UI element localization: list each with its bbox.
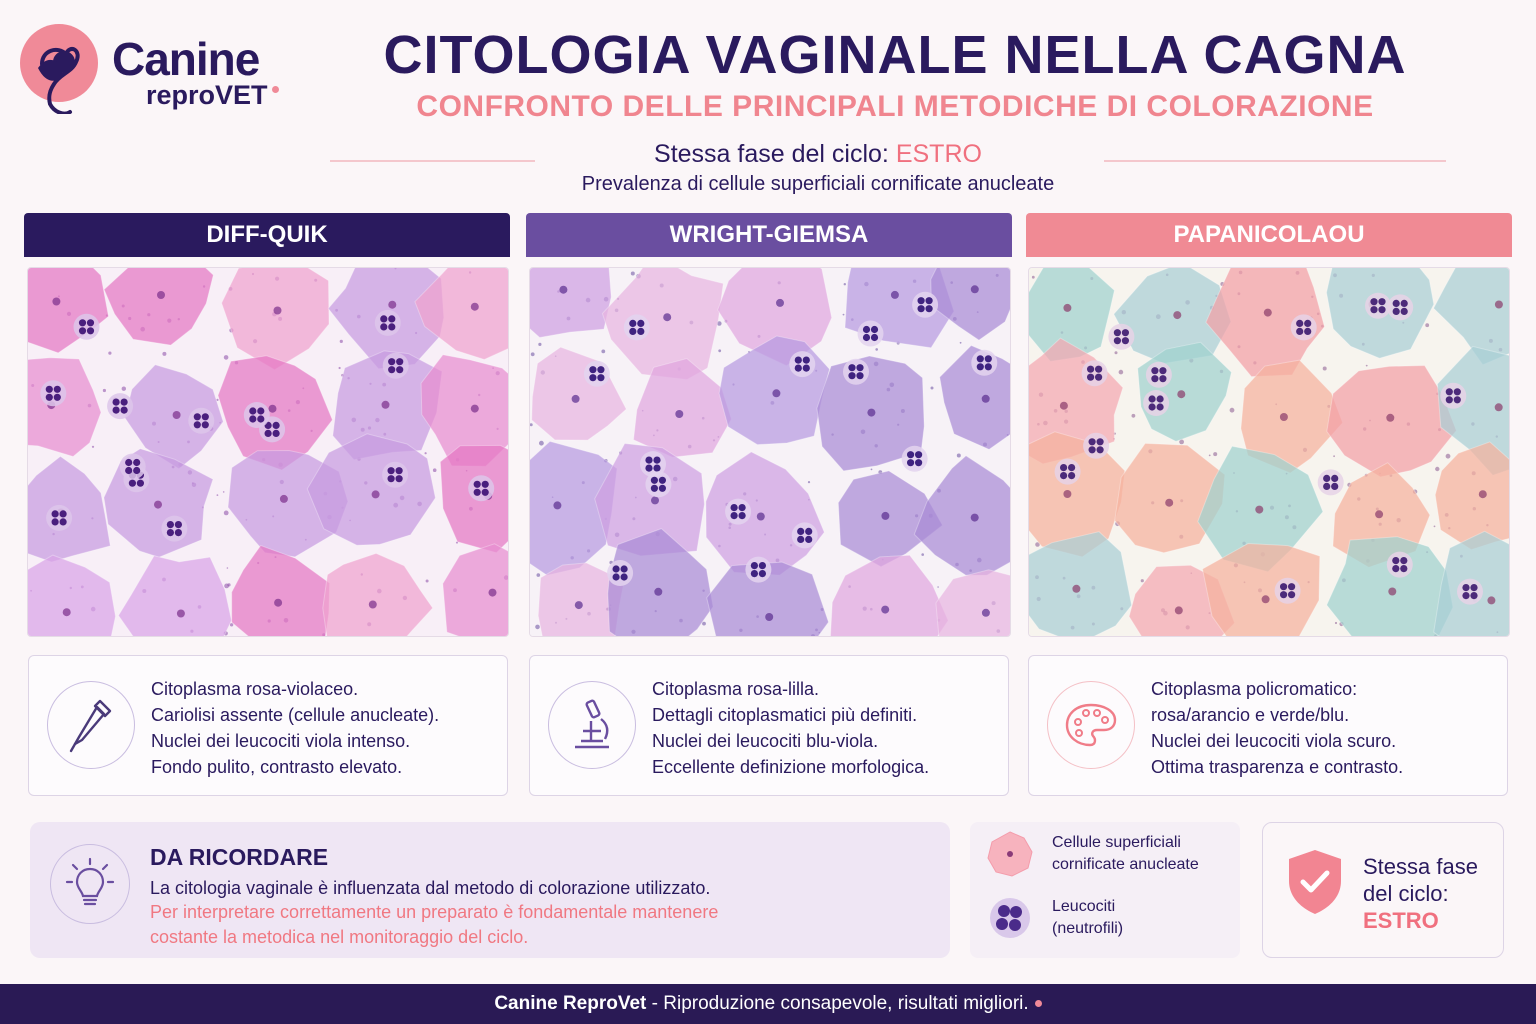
description-papanicolaou — [1028, 655, 1508, 796]
cell-center — [173, 411, 181, 419]
cell-center — [382, 401, 390, 409]
debris-speck — [1335, 622, 1337, 624]
neutrophil — [107, 393, 133, 419]
debris-speck — [1032, 276, 1035, 279]
debris-speck — [718, 349, 721, 352]
debris-speck — [509, 351, 510, 354]
neutrophil — [789, 351, 815, 377]
description-lines: Citoplasma rosa-violaceo. Cariolisi assente (cellule anucleate). Nuclei dei leucociti viola intenso. Fondo pulito, contrasto elevato. — [151, 679, 440, 777]
debris-speck — [426, 580, 429, 583]
cell-center — [471, 303, 479, 311]
neutrophil — [1275, 578, 1301, 604]
debris-speck — [921, 553, 924, 556]
micrograph-wright-giemsa — [529, 267, 1011, 637]
lightbulb-icon — [50, 844, 130, 924]
debris-speck — [1119, 370, 1124, 375]
debris-speck — [1435, 467, 1439, 471]
shield-check-icon — [1285, 847, 1345, 922]
debris-speck — [1323, 367, 1327, 371]
footer: Canine ReproVet - Riproduzione consapevole, risultati migliori. — [0, 984, 1536, 1024]
microscope-icon — [548, 681, 636, 769]
debris-speck — [1333, 455, 1335, 457]
debris-speck — [931, 387, 934, 390]
cell-center — [1173, 311, 1181, 319]
cell-center — [982, 609, 990, 617]
cell-center — [572, 395, 580, 403]
squamous-cell-icon — [986, 830, 1034, 878]
debris-speck — [538, 343, 541, 346]
phase-heading: Stessa fase del ciclo: ESTRO — [654, 140, 982, 168]
cell-center — [471, 405, 479, 413]
cell-center — [651, 496, 659, 504]
debris-speck — [539, 441, 544, 446]
neutrophil — [843, 359, 869, 385]
debris-speck — [223, 491, 225, 493]
column-header-papanicolaou: PAPANICOLAOU — [1026, 213, 1512, 257]
neutrophil — [188, 408, 214, 434]
cell-center — [1375, 510, 1383, 518]
cell-center — [1487, 596, 1495, 604]
legend-item-cells: Cellule superficiali cornificate anucleate — [986, 830, 1199, 878]
debris-speck — [1209, 455, 1211, 457]
neutrophil — [1291, 314, 1317, 340]
cell-center — [663, 313, 671, 321]
debris-speck — [227, 567, 229, 569]
phase-description: Prevalenza di cellule superficiali cornificate anucleate — [581, 173, 1055, 195]
debris-speck — [808, 481, 810, 483]
debris-speck — [537, 573, 541, 577]
cell-center — [388, 301, 396, 309]
cell-center — [1177, 390, 1185, 398]
cell-center — [1175, 606, 1183, 614]
neutrophil — [1146, 362, 1172, 388]
brand-sub: reproVET — [146, 80, 279, 111]
logo-mark-icon — [20, 24, 98, 102]
description-wright-giemsa — [529, 655, 1009, 796]
debris-speck — [1366, 365, 1368, 367]
description-lines: Citoplasma policromatico: rosa/arancio e verde/blu. Nuclei dei leucociti viola scuro. Ottima trasparenza e contrasto. — [1151, 679, 1404, 777]
legend — [970, 822, 1240, 958]
debris-speck — [217, 494, 219, 496]
cell-center — [63, 608, 71, 616]
debris-speck — [92, 446, 94, 448]
cell-center — [971, 514, 979, 522]
neutrophil — [382, 462, 408, 488]
debris-speck — [1446, 454, 1451, 459]
neutrophil — [1318, 469, 1344, 495]
neutrophil — [912, 292, 938, 318]
cell-center — [1386, 414, 1394, 422]
neutrophil — [1440, 383, 1466, 409]
cell-center — [867, 409, 875, 417]
cell-center — [765, 613, 773, 621]
cell-center — [1063, 490, 1071, 498]
divider-right — [1104, 160, 1446, 162]
debris-speck — [224, 584, 229, 589]
cell-center — [1060, 402, 1068, 410]
neutrophil — [468, 475, 494, 501]
neutrophil — [858, 321, 884, 347]
micrograph-papanicolaou — [1028, 267, 1510, 637]
description-diff-quik — [28, 655, 508, 796]
phase-card-text: Stessa fase del ciclo: ESTRO — [1363, 854, 1478, 933]
debris-speck — [103, 389, 106, 392]
cell-center — [52, 298, 60, 306]
phase-card — [1262, 822, 1504, 958]
brand-name: Canine — [112, 33, 260, 85]
neutrophil — [40, 380, 66, 406]
neutrophil — [74, 314, 100, 340]
cell-center — [553, 501, 561, 509]
cell-center — [971, 285, 979, 293]
cell-center — [654, 588, 662, 596]
cell-center — [274, 307, 282, 315]
column-header-wright-giemsa: WRIGHT-GIEMSA — [526, 213, 1012, 257]
debris-speck — [224, 511, 229, 516]
cell-center — [575, 601, 583, 609]
cell-center — [1280, 413, 1288, 421]
neutrophil — [120, 454, 146, 480]
neutrophil — [1387, 294, 1413, 320]
remember-text: La citologia vaginale è influenzata dal metodo di colorazione utilizzato. — [150, 878, 711, 898]
neutrophil — [375, 310, 401, 336]
debris-speck — [957, 454, 961, 458]
debris-speck — [162, 352, 166, 356]
cell-center — [1262, 595, 1270, 603]
cell-center — [280, 495, 288, 503]
neutrophil — [725, 499, 751, 525]
cell-center — [982, 395, 990, 403]
cell-center — [559, 286, 567, 294]
debris-speck — [631, 272, 635, 276]
debris-speck — [844, 283, 846, 285]
debris-speck — [122, 387, 126, 391]
neutrophil — [584, 361, 610, 387]
neutrophil — [161, 516, 187, 542]
neutrophil — [902, 446, 928, 472]
debris-speck — [224, 355, 229, 360]
cell-center — [772, 389, 780, 397]
cell-center — [1495, 403, 1503, 411]
neutrophil — [383, 353, 409, 379]
cell-center — [157, 291, 165, 299]
cell-center — [1495, 301, 1503, 309]
legend-item-leucocytes: Leucociti (neutrofili) — [986, 894, 1123, 942]
cell-center — [1072, 585, 1080, 593]
cell-center — [776, 299, 784, 307]
neutrophil — [1083, 433, 1109, 459]
neutrophil — [1143, 390, 1169, 416]
page-subtitle: CONFRONTO DELLE PRINCIPALI METODICHE DI COLORAZIONE — [416, 90, 1374, 123]
debris-speck — [531, 352, 535, 356]
debris-speck — [1213, 452, 1217, 456]
page-title: CITOLOGIA VAGINALE NELLA CAGNA — [383, 25, 1407, 85]
neutrophil — [1457, 579, 1483, 605]
cell-center — [1388, 588, 1396, 596]
debris-speck — [535, 625, 540, 630]
debris-speck — [339, 367, 341, 369]
cell-center — [274, 599, 282, 607]
debris-speck — [1141, 579, 1144, 582]
neutrophil — [1055, 459, 1081, 485]
cell-center — [675, 410, 683, 418]
cell-center — [1165, 499, 1173, 507]
cell-center — [891, 291, 899, 299]
debris-speck — [843, 314, 845, 316]
brand-logo — [20, 22, 310, 118]
neutrophil — [745, 557, 771, 583]
neutrophil — [1108, 324, 1134, 350]
cell-center — [881, 606, 889, 614]
neutrophil — [971, 350, 997, 376]
debris-speck — [1230, 408, 1235, 413]
squamous-cell — [530, 268, 611, 338]
debris-speck — [937, 586, 939, 588]
palette-icon — [1047, 681, 1135, 769]
neutrophil — [1082, 360, 1108, 386]
debris-speck — [108, 352, 111, 355]
debris-speck — [1425, 323, 1429, 327]
neutrophil — [607, 560, 633, 586]
cell-center — [1264, 309, 1272, 317]
cell-center — [489, 589, 497, 597]
cell-center — [269, 405, 277, 413]
neutrophil — [1387, 552, 1413, 578]
neutrophil — [645, 471, 671, 497]
remember-title: DA RICORDARE — [150, 844, 329, 870]
debris-speck — [960, 342, 962, 344]
debris-speck — [875, 348, 878, 351]
cell-center — [1479, 490, 1487, 498]
cell-center — [1063, 304, 1071, 312]
column-header-diff-quik: DIFF-QUIK — [24, 213, 510, 257]
neutrophil — [1365, 293, 1391, 319]
neutrophil-icon — [986, 894, 1034, 942]
debris-speck — [871, 469, 873, 471]
debris-speck — [601, 350, 605, 354]
micrograph-diff-quik — [27, 267, 509, 637]
cell-center — [369, 601, 377, 609]
neutrophil — [624, 314, 650, 340]
cell-center — [154, 501, 162, 509]
cell-center — [177, 610, 185, 618]
squamous-cell — [1029, 532, 1132, 637]
dropper-icon — [47, 681, 135, 769]
cell-center — [757, 513, 765, 521]
cell-center — [1255, 506, 1263, 514]
cell-center — [881, 512, 889, 520]
debris-speck — [1434, 526, 1436, 528]
description-lines: Citoplasma rosa-lilla. Dettagli citoplasmatici più definiti. Nuclei dei leucociti blu-viola. Eccellente definizione morfologica. — [652, 679, 930, 777]
debris-speck — [340, 340, 343, 343]
debris-speck — [433, 468, 437, 472]
neutrophil — [244, 402, 270, 428]
debris-speck — [1132, 414, 1136, 418]
neutrophil — [46, 505, 72, 531]
remember-accent: Per interpretare correttamente un preparato è fondamentale mantenere costante la metodica nel monitoraggio del ciclo. — [150, 902, 719, 947]
remember-box — [30, 822, 950, 958]
debris-speck — [1115, 351, 1118, 354]
cell-center — [372, 490, 380, 498]
debris-speck — [425, 452, 427, 454]
neutrophil — [792, 522, 818, 548]
divider-left — [330, 160, 535, 162]
